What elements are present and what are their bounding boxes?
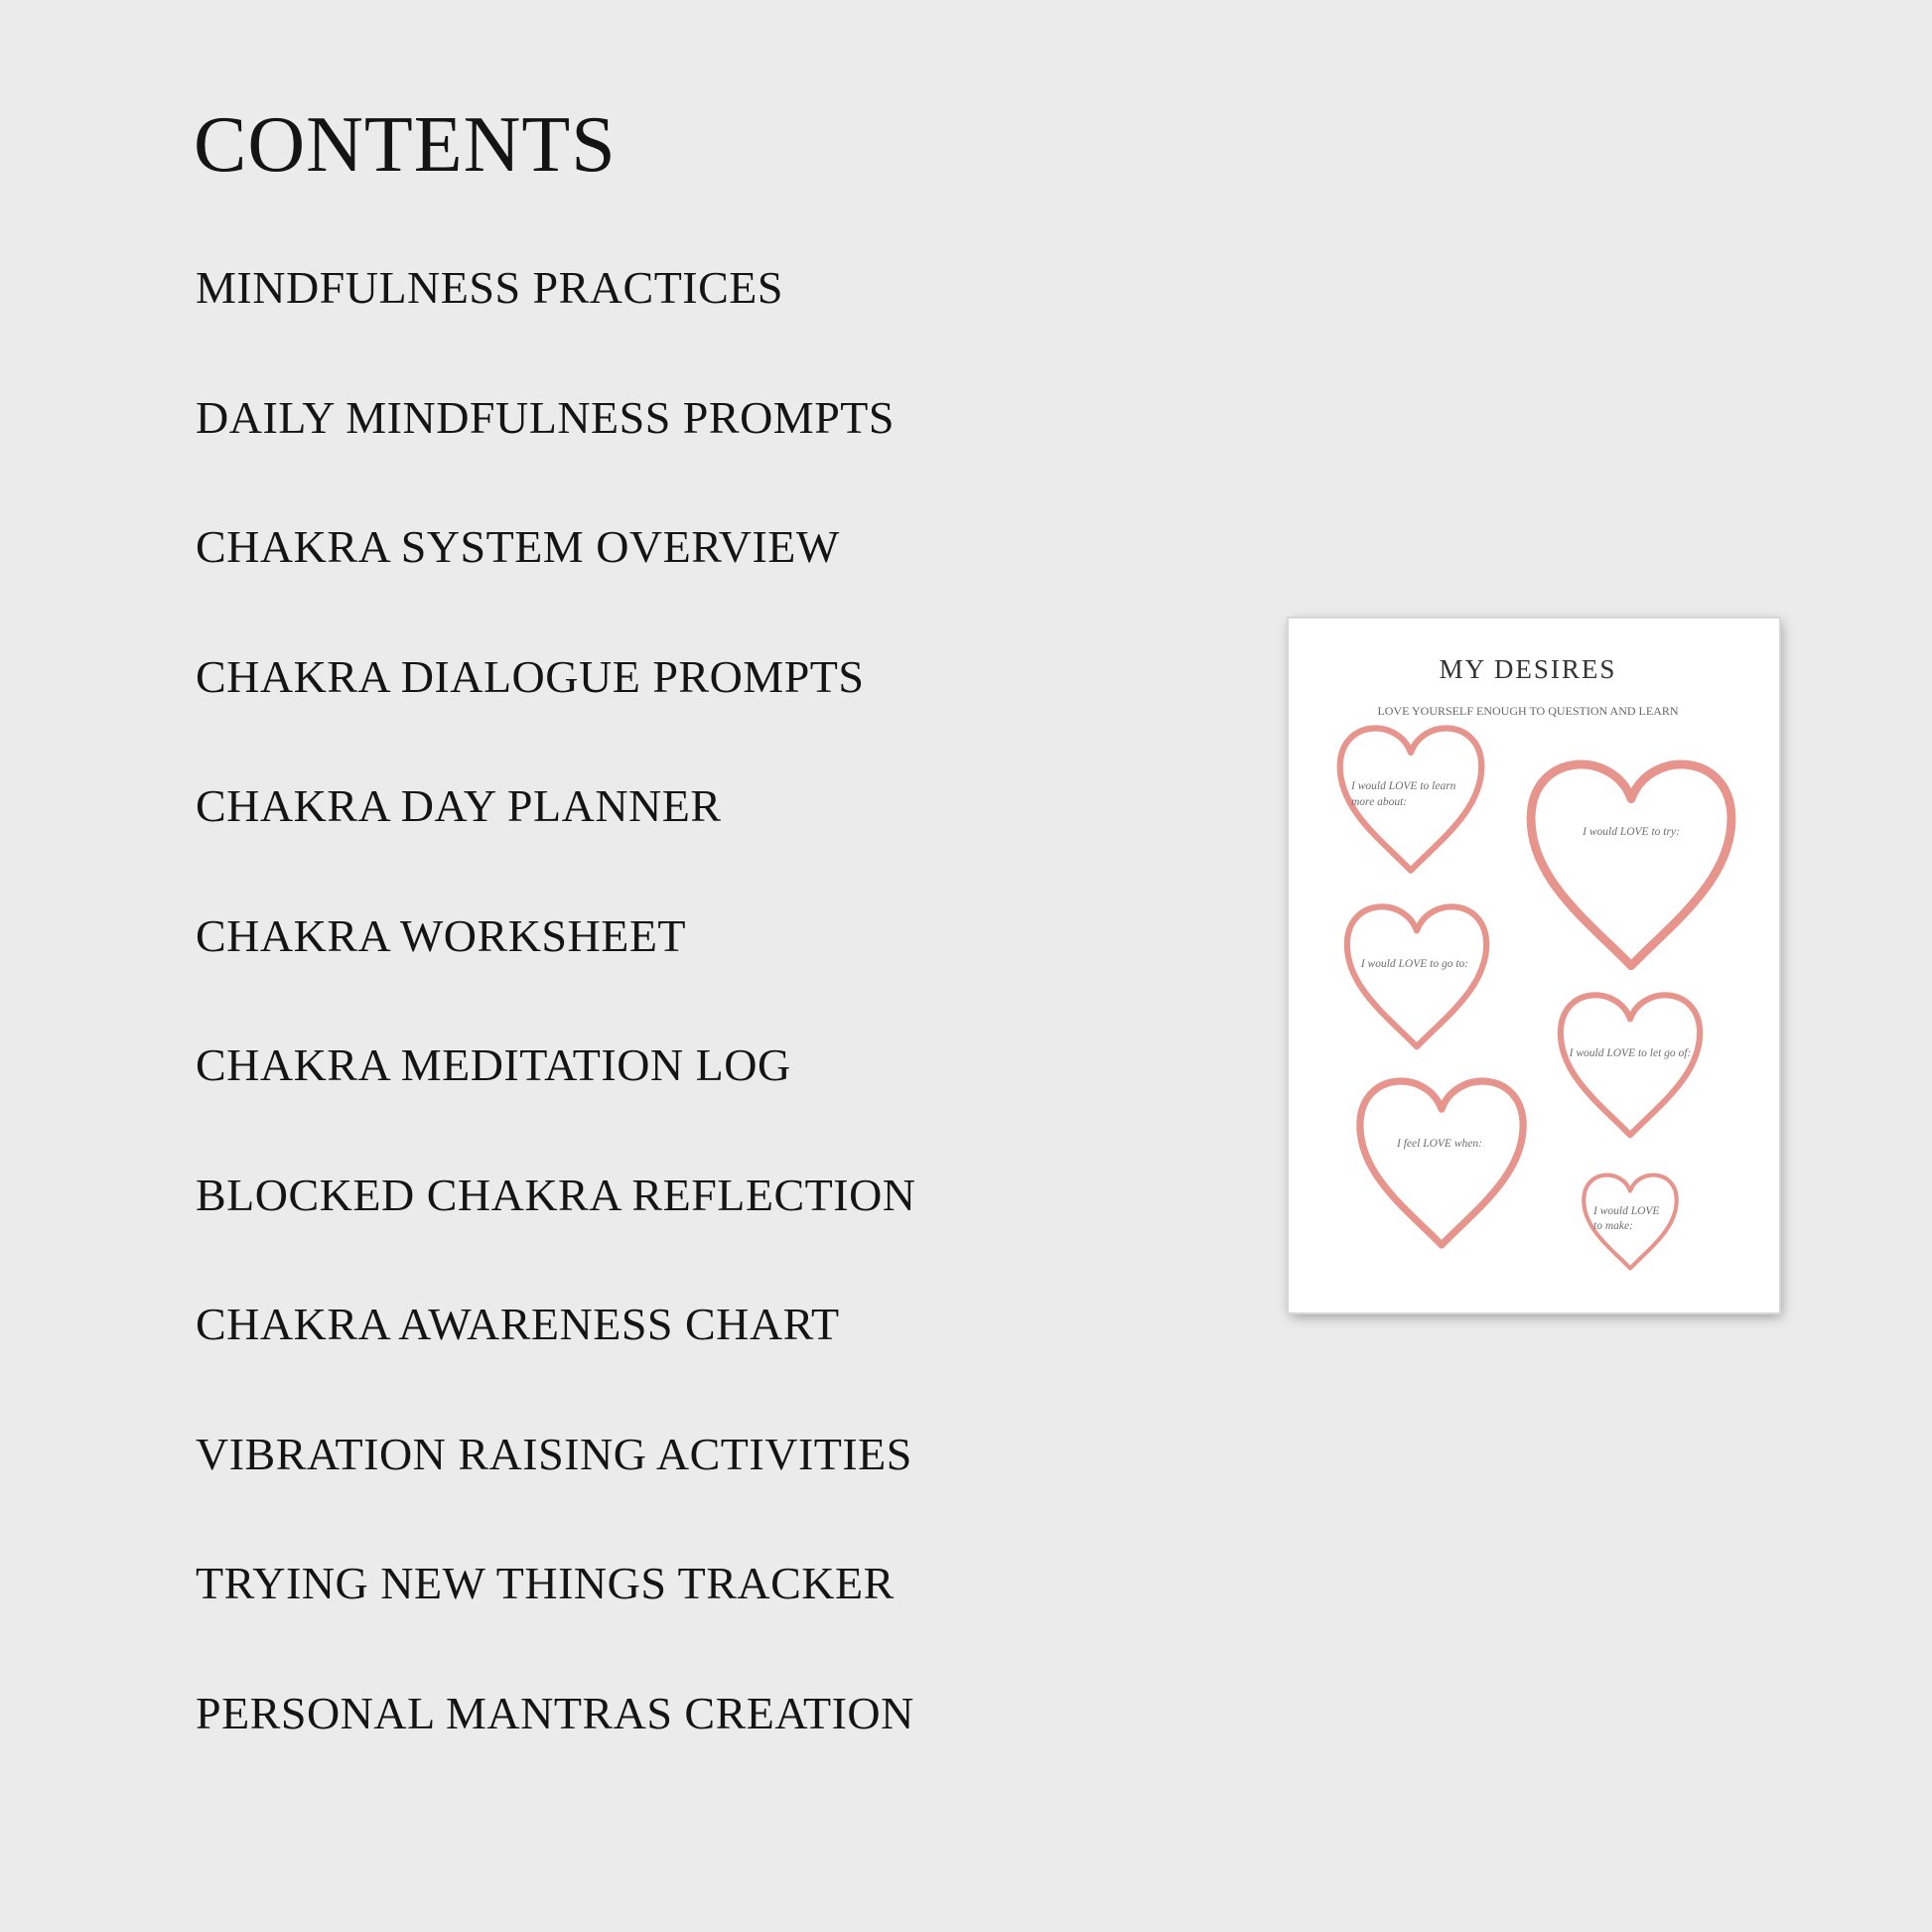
toc-item: VIBRATION RAISING ACTIVITIES xyxy=(196,1428,912,1479)
toc-item: MINDFULNESS PRACTICES xyxy=(196,262,783,313)
heart-go xyxy=(1347,906,1486,1046)
heart-let-go xyxy=(1561,995,1700,1135)
table-of-contents xyxy=(196,262,916,1817)
prompt-learn-line1: I would LOVE to learn xyxy=(1351,780,1456,792)
prompt-go: I would LOVE to go to: xyxy=(1360,958,1469,970)
toc-item: CHAKRA DAY PLANNER xyxy=(196,780,722,831)
prompt-feel: I feel LOVE when: xyxy=(1397,1138,1482,1150)
toc-item: PERSONAL MANTRAS CREATION xyxy=(196,1687,914,1738)
toc-item: CHAKRA SYSTEM OVERVIEW xyxy=(196,521,840,572)
toc-item: BLOCKED CHAKRA REFLECTION xyxy=(196,1169,916,1220)
prompt-let-go: I would LOVE to let go of: xyxy=(1569,1047,1692,1059)
prompt-learn-line2: more about: xyxy=(1351,796,1408,808)
toc-item: TRYING NEW THINGS TRACKER xyxy=(196,1558,895,1608)
contents-title: CONTENTS xyxy=(194,101,617,189)
worksheet-subtitle: LOVE YOURSELF ENOUGH TO QUESTION AND LEARN xyxy=(1377,704,1679,718)
prompt-make-line2: to make: xyxy=(1593,1220,1633,1232)
toc-item: DAILY MINDFULNESS PROMPTS xyxy=(196,391,895,443)
toc-item: CHAKRA AWARENESS CHART xyxy=(196,1299,840,1349)
heart-feel xyxy=(1360,1081,1523,1245)
heart-try xyxy=(1531,764,1731,966)
worksheet-preview-page xyxy=(1289,619,1779,1312)
prompt-try: I would LOVE to try: xyxy=(1583,826,1680,838)
toc-item: CHAKRA MEDITATION LOG xyxy=(196,1039,791,1090)
worksheet-title: MY DESIRES xyxy=(1439,654,1617,684)
prompt-make-line1: I would LOVE xyxy=(1593,1205,1660,1217)
toc-item: CHAKRA WORKSHEET xyxy=(196,909,687,961)
worksheet-preview-svg xyxy=(1289,619,1779,1312)
toc-item: CHAKRA DIALOGUE PROMPTS xyxy=(196,650,865,702)
